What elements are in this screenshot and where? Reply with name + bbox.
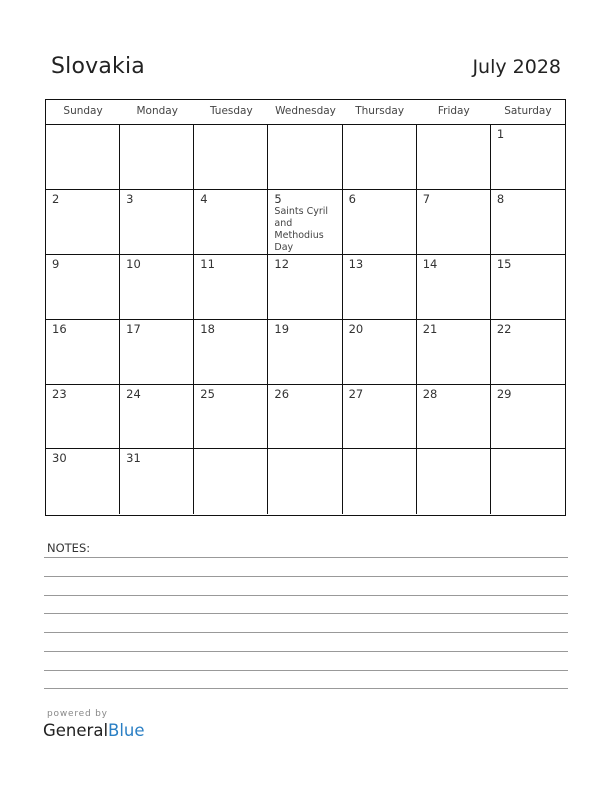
holiday-label: Saints Cyril and Methodius Day: [274, 205, 329, 254]
day-cell: [46, 255, 120, 320]
day-cell: [194, 255, 268, 320]
day-number: 21: [422, 322, 438, 337]
day-cell: [491, 385, 565, 450]
day-number: 4: [200, 191, 208, 206]
day-cell: [46, 190, 120, 256]
month-year-title: July 2028: [472, 56, 561, 78]
day-cell: [343, 255, 417, 320]
day-number: 27: [348, 386, 364, 401]
day-cell: [46, 449, 120, 514]
weekday-monday: Monday: [136, 105, 178, 117]
weekday-thursday: Thursday: [355, 105, 405, 117]
notes-line: [44, 688, 568, 689]
day-cell: [417, 385, 491, 450]
brand-general: General: [43, 721, 109, 740]
day-cell: [343, 385, 417, 450]
day-cell: [120, 385, 194, 450]
day-cell: [268, 255, 342, 320]
day-grid: [46, 125, 565, 514]
brand-blue: Blue: [108, 721, 145, 740]
weekday-header-row: [46, 100, 565, 125]
weekday-saturday: Saturday: [504, 105, 552, 117]
day-cell: [46, 385, 120, 450]
day-number: 19: [274, 322, 290, 337]
weekday-tuesday: Tuesday: [209, 105, 253, 117]
country-title: Slovakia: [51, 54, 145, 79]
day-number: 6: [348, 191, 356, 206]
day-cell: [268, 190, 342, 256]
weekday-sunday: Sunday: [63, 105, 103, 117]
notes-line: [44, 670, 568, 671]
day-number: 29: [496, 386, 512, 401]
notes-line: [44, 613, 568, 614]
day-cell: [343, 449, 417, 514]
day-number: 7: [422, 191, 431, 206]
day-number: 31: [126, 451, 141, 466]
generalblue-logo: [43, 721, 145, 740]
day-cell: [417, 449, 491, 514]
weekday-wednesday: Wednesday: [275, 105, 336, 117]
day-number: 9: [52, 257, 60, 272]
day-number: 20: [348, 322, 364, 337]
day-cell: [120, 190, 194, 256]
day-cell: [120, 449, 194, 514]
day-number: 11: [200, 257, 215, 272]
day-cell: [417, 125, 491, 190]
day-cell: [491, 125, 565, 190]
day-cell: [417, 255, 491, 320]
day-number: 18: [200, 322, 215, 337]
day-cell: [120, 125, 194, 190]
day-number: 26: [274, 386, 290, 401]
day-cell: [491, 190, 565, 256]
day-number: 17: [126, 322, 141, 337]
notes-line: [44, 632, 568, 633]
day-number: 5: [274, 191, 282, 206]
day-cell: [46, 320, 120, 385]
notes-line: [44, 576, 568, 577]
weekday-friday: Friday: [437, 105, 470, 117]
day-cell: [268, 449, 342, 514]
day-cell: [343, 125, 417, 190]
day-cell: [194, 449, 268, 514]
day-number: 23: [52, 386, 67, 401]
notes-line: [44, 557, 568, 558]
day-number: 30: [52, 451, 67, 466]
day-number: 22: [496, 322, 512, 337]
day-cell: [194, 320, 268, 385]
day-cell: [491, 255, 565, 320]
day-cell: [343, 190, 417, 256]
calendar-grid: [45, 99, 566, 516]
day-cell: [46, 125, 120, 190]
day-number: 16: [52, 322, 67, 337]
day-cell: [194, 125, 268, 190]
day-number: 14: [422, 257, 438, 272]
day-cell: [268, 125, 342, 190]
day-cell: [194, 190, 268, 256]
day-number: 12: [274, 257, 290, 272]
day-cell: [491, 320, 565, 385]
day-cell: [417, 320, 491, 385]
day-number: 13: [348, 257, 364, 272]
day-cell: [491, 449, 565, 514]
day-number: 8: [496, 191, 505, 206]
day-number: 10: [126, 257, 141, 272]
day-number: 3: [126, 191, 134, 206]
day-number: 1: [496, 127, 505, 141]
day-cell: [268, 385, 342, 450]
notes-line: [44, 595, 568, 596]
day-number: 28: [422, 386, 438, 401]
day-number: 24: [126, 386, 141, 401]
day-cell: [417, 190, 491, 256]
day-number: 15: [496, 257, 512, 272]
day-cell: [343, 320, 417, 385]
day-number: 25: [200, 386, 215, 401]
powered-by-text: powered by: [47, 709, 108, 719]
day-number: 2: [52, 191, 60, 206]
notes-line: [44, 651, 568, 652]
day-cell: [194, 385, 268, 450]
day-cell: [268, 320, 342, 385]
day-cell: [120, 255, 194, 320]
notes-label: NOTES:: [47, 541, 91, 555]
day-cell: [120, 320, 194, 385]
